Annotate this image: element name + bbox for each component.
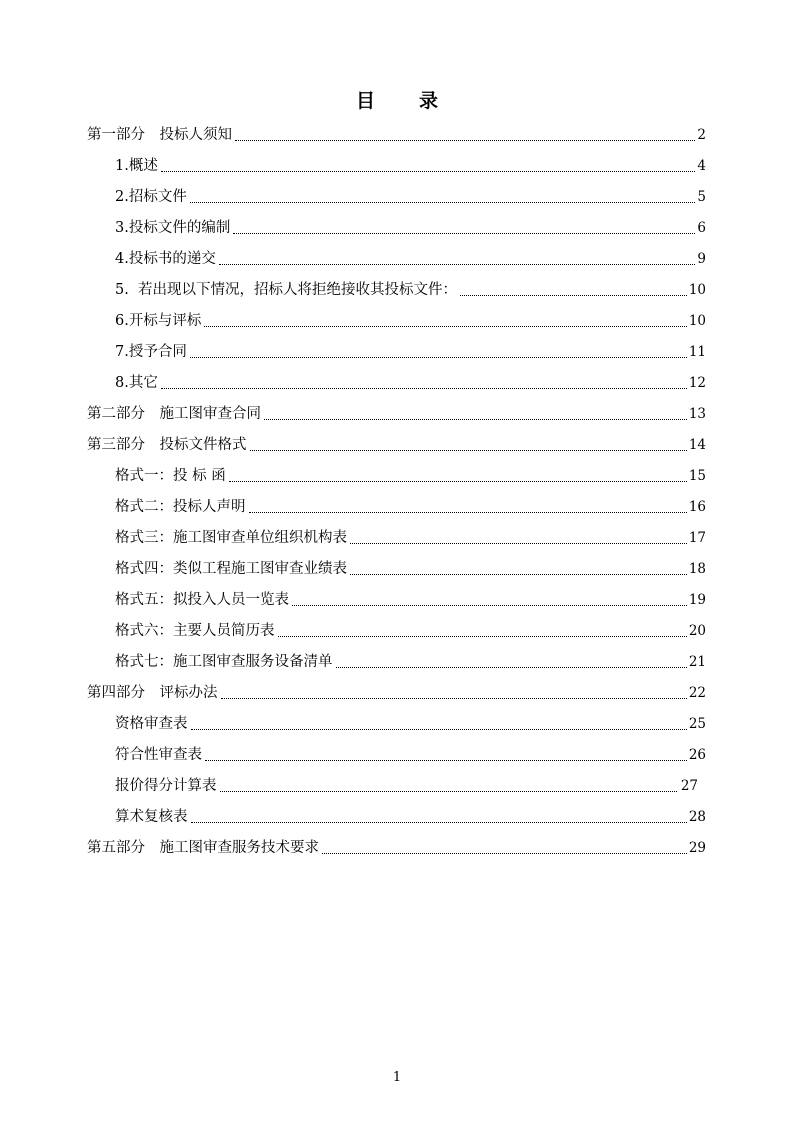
toc-entry[interactable] [0, 212, 794, 243]
dot-leader [190, 357, 687, 358]
toc-entry-page-number: 4 [697, 158, 706, 174]
toc-entry[interactable] [0, 677, 794, 708]
toc-entry-label: 符合性审查表 [115, 747, 202, 763]
dot-leader [205, 760, 687, 761]
toc-entry-label: 格式四：类似工程施工图审查业绩表 [115, 561, 347, 577]
dot-leader [161, 171, 696, 172]
toc-entry[interactable] [0, 274, 794, 305]
toc-entry[interactable] [0, 460, 794, 491]
toc-entry-page-number: 10 [688, 313, 706, 329]
dot-leader [336, 667, 687, 668]
toc-entry-label: 报价得分计算表 [115, 778, 217, 794]
toc-entry-page-number: 13 [688, 406, 706, 422]
toc-entry-label: 2.招标文件 [115, 189, 187, 205]
toc-entry-label: 第二部分 施工图审查合同 [87, 406, 261, 422]
toc-entry-label: 格式六：主要人员简历表 [115, 623, 275, 639]
toc-entry[interactable] [0, 336, 794, 367]
page-number: 1 [392, 1070, 402, 1085]
toc-entry-label: 第三部分 投标文件格式 [87, 437, 247, 453]
toc-entry[interactable] [0, 181, 794, 212]
dot-leader [220, 791, 677, 792]
toc-entry-page-number: 20 [688, 623, 706, 639]
table-of-contents [0, 119, 794, 863]
toc-entry[interactable] [0, 398, 794, 429]
dot-leader [191, 822, 687, 823]
dot-leader [204, 326, 686, 327]
dot-leader [350, 574, 687, 575]
toc-entry-page-number: 25 [688, 716, 706, 732]
dot-leader [292, 605, 687, 606]
dot-leader [249, 512, 687, 513]
toc-entry-label: 1.概述 [115, 158, 158, 174]
toc-entry-page-number: 29 [688, 840, 706, 856]
toc-entry[interactable] [0, 615, 794, 646]
toc-entry-page-number: 14 [688, 437, 706, 453]
dot-leader [235, 140, 695, 141]
toc-entry-page-number: 11 [688, 344, 706, 360]
toc-entry-page-number: 16 [688, 499, 706, 515]
toc-entry-label: 6.开标与评标 [115, 313, 202, 329]
dot-leader [161, 388, 687, 389]
page-title [0, 86, 794, 113]
dot-leader [322, 853, 687, 854]
toc-entry-page-number: 12 [688, 375, 706, 391]
toc-entry-label: 第四部分 评标办法 [87, 685, 218, 701]
toc-entry-page-number: 18 [688, 561, 706, 577]
dot-leader [229, 481, 687, 482]
toc-entry-page-number: 22 [688, 685, 706, 701]
toc-entry-label: 格式二：投标人声明 [115, 499, 246, 515]
toc-entry-label: 4.投标书的递交 [115, 251, 216, 267]
dot-leader [190, 202, 696, 203]
toc-entry[interactable] [0, 646, 794, 677]
toc-entry[interactable] [0, 491, 794, 522]
toc-entry[interactable] [0, 243, 794, 274]
toc-entry[interactable] [0, 553, 794, 584]
toc-entry-label: 格式七：施工图审查服务设备清单 [115, 654, 333, 670]
title-char-right: 录 [419, 90, 439, 112]
toc-entry-page-number: 2 [697, 127, 706, 143]
title-char-left: 目 [355, 90, 375, 112]
toc-entry-label: 第一部分 投标人须知 [87, 127, 232, 143]
toc-entry[interactable] [0, 832, 794, 863]
dot-leader [221, 698, 687, 699]
toc-entry-page-number: 27 [680, 778, 698, 794]
toc-entry-label: 8.其它 [115, 375, 158, 391]
toc-entry-label: 资格审查表 [115, 716, 188, 732]
dot-leader [264, 419, 687, 420]
toc-entry-page-number: 26 [688, 747, 706, 763]
toc-entry-page-number: 19 [688, 592, 706, 608]
dot-leader [278, 636, 687, 637]
toc-entry-label: 7.授予合同 [115, 344, 187, 360]
toc-entry[interactable] [0, 770, 794, 801]
toc-entry-page-number: 21 [688, 654, 706, 670]
toc-entry-label: 第五部分 施工图审查服务技术要求 [87, 840, 319, 856]
toc-entry-label: 算术复核表 [115, 809, 188, 825]
toc-entry[interactable] [0, 584, 794, 615]
toc-entry[interactable] [0, 367, 794, 398]
toc-entry-label: 格式一：投 标 函 [115, 468, 226, 484]
toc-entry-label: 3.投标文件的编制 [115, 220, 231, 236]
toc-entry[interactable] [0, 708, 794, 739]
toc-entry[interactable] [0, 150, 794, 181]
toc-entry[interactable] [0, 305, 794, 336]
toc-entry[interactable] [0, 801, 794, 832]
toc-entry-label: 5. 若出现以下情况，招标人将拒绝接收其投标文件： [115, 282, 458, 298]
toc-entry-page-number: 6 [697, 220, 706, 236]
dot-leader [460, 295, 687, 296]
toc-entry-label: 格式五：拟投入人员一览表 [115, 592, 289, 608]
dot-leader [219, 264, 696, 265]
toc-entry-page-number: 9 [697, 251, 706, 267]
dot-leader [250, 450, 687, 451]
toc-entry[interactable] [0, 739, 794, 770]
toc-entry[interactable] [0, 429, 794, 460]
toc-entry-page-number: 15 [688, 468, 706, 484]
dot-leader [191, 729, 687, 730]
toc-entry-label: 格式三：施工图审查单位组织机构表 [115, 530, 347, 546]
toc-entry-page-number: 28 [688, 809, 706, 825]
toc-entry-page-number: 5 [697, 189, 706, 205]
dot-leader [350, 543, 687, 544]
toc-entry-page-number: 10 [688, 282, 706, 298]
dot-leader [233, 233, 695, 234]
toc-entry-page-number: 17 [688, 530, 706, 546]
toc-entry[interactable] [0, 522, 794, 553]
toc-entry[interactable] [0, 119, 794, 150]
